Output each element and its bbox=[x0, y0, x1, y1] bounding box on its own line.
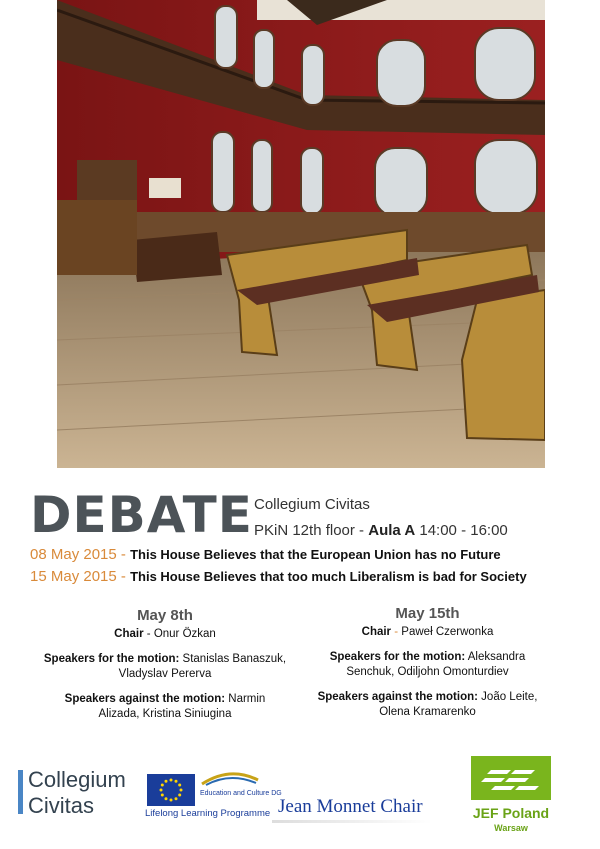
llp-label: Lifelong Learning Programme bbox=[145, 808, 271, 819]
chair-name: Onur Özkan bbox=[153, 628, 216, 640]
against-speakers-a: Narmin bbox=[228, 693, 266, 705]
jef-logo bbox=[471, 756, 551, 800]
motion-2: 15 May 2015 - This House Believes that too much Liberalism is bad for Society bbox=[30, 568, 527, 585]
session-may-15: May 15th Chair - Paweł Czerwonka Speakers for the motion: Aleksandra Senchuk, Odiljohn Omonturdiev Speakers against the motion: João Leite, Olena Kramarenko bbox=[305, 606, 550, 730]
session-heading: May 15th bbox=[395, 605, 460, 622]
chair-label: Chair bbox=[361, 626, 392, 638]
for-label: Speakers for the motion: bbox=[43, 653, 180, 665]
jef-label: JEF Poland bbox=[472, 805, 550, 821]
for-label: Speakers for the motion: bbox=[329, 651, 466, 663]
session-heading: May 8th bbox=[137, 607, 193, 624]
motion-2-text: This House Believes that too much Liberalism is bad for Society bbox=[130, 569, 527, 584]
against-speakers-a: João Leite, bbox=[481, 691, 538, 703]
for-speakers-b: Vladyslav Pererva bbox=[118, 668, 212, 680]
against-label: Speakers against the motion: bbox=[64, 693, 226, 705]
jef-city-label: Warsaw bbox=[494, 823, 528, 833]
motion-1-date: 08 May 2015 bbox=[30, 546, 117, 563]
chair-name: Paweł Czerwonka bbox=[401, 626, 494, 638]
for-speakers-b: Senchuk, Odiljohn Omonturdiev bbox=[346, 666, 509, 678]
eu-dg-label: Education and Culture DG bbox=[200, 790, 282, 797]
venue-name: Collegium Civitas bbox=[254, 496, 370, 513]
for-speakers-a: Aleksandra bbox=[467, 651, 526, 663]
sponsor-logos bbox=[0, 750, 600, 849]
collegium-civitas-logo bbox=[18, 770, 23, 814]
logo-divider bbox=[272, 820, 432, 823]
motion-2-date: 15 May 2015 bbox=[30, 568, 117, 585]
venue-place: PKiN 12th floor bbox=[254, 522, 355, 539]
against-speakers-b: Alizada, Kristina Siniugina bbox=[98, 708, 232, 720]
against-label: Speakers against the motion: bbox=[317, 691, 478, 703]
against-speakers-b: Olena Kramarenko bbox=[379, 706, 476, 718]
venue-room: Aula A bbox=[368, 522, 416, 539]
swoosh-icon bbox=[200, 772, 260, 786]
collegium-civitas-word-1: Collegium bbox=[28, 767, 126, 792]
page-title: DEBATE bbox=[30, 486, 253, 544]
for-speakers-a: Stanislas Banaszuk, bbox=[182, 653, 287, 665]
venue-details: PKiN 12th floor - Aula A 14:00 - 16:00 bbox=[254, 522, 508, 539]
jean-monnet-label: Jean Monnet Chair bbox=[278, 796, 423, 817]
session-may-8: May 8th Chair - Onur Özkan Speakers for the motion: Stanislas Banaszuk, Vladyslav Pererva Speakers against the motion: Narmin Alizada, Kristina Siniugina bbox=[35, 608, 295, 732]
motion-1: 08 May 2015 - This House Believes that the European Union has no Future bbox=[30, 546, 501, 563]
eu-flag-icon bbox=[147, 774, 195, 806]
hall-photo bbox=[57, 0, 545, 468]
motion-1-text: This House Believes that the European Union has no Future bbox=[130, 547, 501, 562]
chair-label: Chair bbox=[114, 628, 144, 640]
venue-time: 14:00 - 16:00 bbox=[419, 522, 508, 539]
collegium-civitas-word-2: Civitas bbox=[28, 793, 95, 818]
